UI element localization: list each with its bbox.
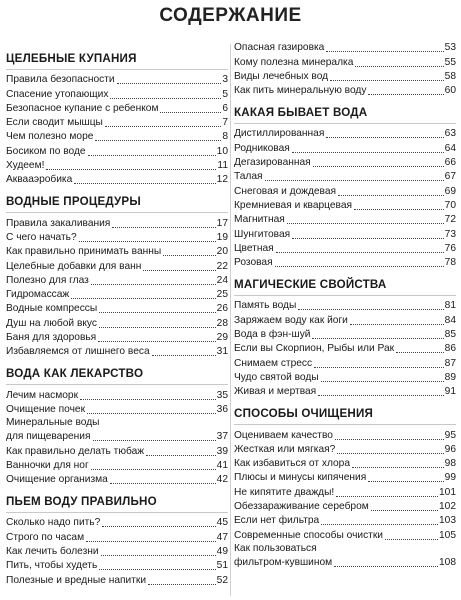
toc-entry-page: 11 bbox=[217, 160, 228, 172]
toc-entry-label: Оцениваем качество bbox=[234, 429, 333, 441]
toc-entry-page: 3 bbox=[222, 74, 228, 86]
toc-entry-page: 102 bbox=[439, 501, 456, 513]
toc-entry-page: 73 bbox=[444, 228, 456, 240]
toc-entry-page: 72 bbox=[444, 214, 456, 226]
toc-entry[interactable] bbox=[234, 242, 456, 256]
toc-entry[interactable] bbox=[6, 216, 228, 230]
dot-leader bbox=[74, 183, 215, 184]
dot-leader bbox=[314, 367, 444, 368]
toc-entry[interactable] bbox=[234, 443, 456, 457]
dot-leader bbox=[318, 395, 443, 396]
toc-entry-label: Живая и мертвая bbox=[234, 386, 317, 398]
dot-leader bbox=[368, 94, 443, 95]
toc-section bbox=[6, 194, 228, 359]
dot-leader bbox=[292, 238, 443, 239]
dot-leader bbox=[321, 524, 438, 525]
dot-leader bbox=[338, 195, 444, 196]
toc-entry[interactable] bbox=[234, 313, 456, 327]
toc-section bbox=[6, 366, 228, 487]
toc-entry-page: 99 bbox=[444, 472, 456, 484]
toc-entry-label: Жесткая или мягкая? bbox=[234, 443, 336, 455]
section-title: СПОСОБЫ ОЧИЩЕНИЯ bbox=[234, 407, 374, 421]
dot-leader bbox=[93, 440, 216, 441]
toc-entry-page: 10 bbox=[216, 145, 228, 157]
toc-entry[interactable] bbox=[234, 127, 456, 141]
dot-leader bbox=[87, 413, 216, 414]
toc-entry-label: Спасение утопающих bbox=[6, 88, 109, 100]
section-rule bbox=[234, 123, 456, 124]
toc-entry[interactable] bbox=[6, 430, 228, 444]
dot-leader bbox=[298, 309, 443, 310]
toc-entry-page: 52 bbox=[216, 574, 228, 586]
toc-entry-label: Опасная газировка bbox=[234, 42, 325, 54]
toc-entry-page: 5 bbox=[222, 88, 228, 100]
toc-entry[interactable] bbox=[234, 328, 456, 342]
toc-entry[interactable] bbox=[6, 459, 228, 473]
toc-entry[interactable] bbox=[234, 256, 456, 270]
toc-entry[interactable] bbox=[234, 528, 456, 542]
toc-entry-label: Дегазированная bbox=[234, 157, 311, 169]
section-title: ВОДА КАК ЛЕКАРСТВО bbox=[6, 367, 144, 381]
toc-entry-label: Снеговая и дождевая bbox=[234, 185, 337, 197]
toc-entry-label: Пить, чтобы худеть bbox=[6, 560, 98, 572]
toc-entry-label: Если сводит мышцы bbox=[6, 117, 103, 129]
dot-leader bbox=[396, 352, 444, 353]
toc-entry-page: 64 bbox=[444, 142, 456, 154]
toc-entry-label: Как пить минеральную воду bbox=[234, 85, 367, 97]
toc-entry[interactable] bbox=[234, 156, 456, 170]
dot-leader bbox=[110, 98, 221, 99]
dot-leader bbox=[371, 510, 438, 511]
toc-entry[interactable] bbox=[6, 274, 228, 288]
toc-section bbox=[234, 277, 456, 399]
dot-leader bbox=[354, 209, 444, 210]
dot-leader bbox=[146, 455, 216, 456]
toc-entry-page: 31 bbox=[216, 346, 228, 358]
toc-entry-label: Виды лечебных вод bbox=[234, 70, 329, 82]
toc-entry-label: Если нет фильтра bbox=[234, 515, 320, 527]
toc-entry-label: Аквааэробика bbox=[6, 174, 73, 186]
toc-entry-page: 29 bbox=[216, 332, 228, 344]
toc-entry-page: 6 bbox=[222, 102, 228, 114]
column-divider bbox=[230, 44, 231, 596]
left-column bbox=[6, 44, 228, 588]
dot-leader bbox=[99, 569, 215, 570]
toc-entry-page: 103 bbox=[439, 515, 456, 527]
toc-entry-page: 39 bbox=[216, 445, 228, 457]
dot-leader bbox=[86, 541, 216, 542]
toc-section bbox=[6, 494, 228, 587]
toc-entry-label: С чего начать? bbox=[6, 231, 77, 243]
toc-section bbox=[234, 105, 456, 270]
dot-leader bbox=[99, 312, 215, 313]
toc-entry-label: Кремниевая и кварцевая bbox=[234, 199, 353, 211]
toc-entry-label: Худеем! bbox=[6, 160, 45, 172]
toc-entry[interactable] bbox=[234, 471, 456, 485]
section-title: КАКАЯ БЫВАЕТ ВОДА bbox=[234, 106, 368, 120]
section-title: МАГИЧЕСКИЕ СВОЙСТВА bbox=[234, 278, 387, 292]
toc-entry-page: 12 bbox=[216, 174, 228, 186]
toc-entry-page: 55 bbox=[444, 56, 456, 68]
toc-entry-label: Магнитная bbox=[234, 214, 285, 226]
toc-entry-label: Память воды bbox=[234, 300, 297, 312]
dot-leader bbox=[71, 298, 215, 299]
toc-entry[interactable] bbox=[6, 116, 228, 130]
toc-entry-label: Полезно для глаз bbox=[6, 274, 89, 286]
toc-entry-page: 85 bbox=[444, 329, 456, 341]
toc-entry[interactable] bbox=[6, 417, 228, 430]
toc-entry-page: 66 bbox=[444, 157, 456, 169]
toc-entry-label: Дистиллированная bbox=[234, 128, 325, 140]
toc-entry-label: Как избавиться от хлора bbox=[234, 458, 351, 470]
toc-entry-page: 96 bbox=[444, 443, 456, 455]
toc-entry-page: 22 bbox=[216, 260, 228, 272]
toc-entry-page: 47 bbox=[216, 531, 228, 543]
dot-leader bbox=[312, 338, 443, 339]
toc-entry-page: 7 bbox=[222, 117, 228, 129]
toc-entry[interactable] bbox=[234, 84, 456, 98]
section-rule bbox=[6, 69, 228, 70]
dot-leader bbox=[99, 327, 216, 328]
toc-entry-page: 69 bbox=[444, 185, 456, 197]
toc-entry[interactable] bbox=[6, 316, 228, 330]
dot-leader bbox=[112, 227, 215, 228]
dot-leader bbox=[152, 355, 216, 356]
dot-leader bbox=[91, 284, 216, 285]
toc-entry[interactable] bbox=[6, 231, 228, 245]
toc-entry-page: 108 bbox=[439, 556, 456, 568]
toc-entry-label: Заряжаем воду как йоги bbox=[234, 314, 348, 326]
dot-leader bbox=[163, 255, 215, 256]
dot-leader bbox=[350, 324, 444, 325]
toc-entry[interactable] bbox=[234, 227, 456, 241]
toc-entry[interactable] bbox=[6, 259, 228, 273]
dot-leader bbox=[335, 439, 444, 440]
dot-leader bbox=[105, 126, 221, 127]
toc-entry-page: 70 bbox=[444, 199, 456, 211]
toc-entry-label: Правила закаливания bbox=[6, 217, 111, 229]
toc-entry-label: Очищение почек bbox=[6, 403, 86, 415]
toc-entry-page: 42 bbox=[216, 474, 228, 486]
toc-entry-label: Талая bbox=[234, 171, 263, 183]
toc-entry-page: 101 bbox=[439, 486, 456, 498]
toc-entry-label: Родниковая bbox=[234, 142, 290, 154]
toc-entry[interactable] bbox=[234, 342, 456, 356]
right-column bbox=[234, 44, 456, 570]
toc-entry[interactable] bbox=[234, 41, 456, 55]
toc-entry[interactable] bbox=[6, 403, 228, 417]
toc-entry[interactable] bbox=[6, 302, 228, 316]
toc-entry-label: фильтром-кувшином bbox=[234, 556, 333, 568]
toc-entry-label: Водные компрессы bbox=[6, 303, 98, 315]
toc-entry[interactable] bbox=[234, 170, 456, 184]
toc-entry[interactable] bbox=[234, 457, 456, 471]
toc-entry[interactable] bbox=[6, 173, 228, 187]
dot-leader bbox=[148, 584, 216, 585]
dot-leader bbox=[330, 80, 444, 81]
toc-entry[interactable] bbox=[6, 444, 228, 458]
toc-entry-label: Вода в фэн-шуй bbox=[234, 329, 311, 341]
toc-entry-label: Не кипятите дважды! bbox=[234, 486, 335, 498]
page-title: СОДЕРЖАНИЕ bbox=[159, 5, 302, 26]
toc-entry[interactable] bbox=[234, 514, 456, 528]
dot-leader bbox=[160, 112, 221, 113]
section-rule bbox=[234, 424, 456, 425]
toc-entry-page: 87 bbox=[444, 357, 456, 369]
dot-leader bbox=[275, 266, 444, 267]
toc-entry-label: Шунгитовая bbox=[234, 228, 291, 240]
toc-entry-label: Как пользоваться bbox=[234, 542, 317, 554]
toc-entry-label: Душ на любой вкус bbox=[6, 317, 98, 329]
toc-entry-label: Чем полезно море bbox=[6, 131, 94, 143]
toc-entry-page: 98 bbox=[444, 458, 456, 470]
toc-entry-page: 91 bbox=[444, 386, 456, 398]
toc-entry[interactable] bbox=[234, 141, 456, 155]
toc-entry-label: Цветная bbox=[234, 242, 274, 254]
toc-entry-page: 19 bbox=[216, 231, 228, 243]
toc-entry-label: Кому полезна минералка bbox=[234, 56, 354, 68]
toc-entry-page: 89 bbox=[444, 371, 456, 383]
dot-leader bbox=[313, 166, 444, 167]
toc-entry-label: Строго по часам bbox=[6, 531, 85, 543]
dot-leader bbox=[334, 566, 438, 567]
toc-entry-page: 17 bbox=[216, 217, 228, 229]
toc-entry-label: Баня для здоровья bbox=[6, 332, 97, 344]
toc-entry-page: 20 bbox=[216, 246, 228, 258]
toc-entry[interactable] bbox=[234, 371, 456, 385]
section-title: ЦЕЛЕБНЫЕ КУПАНИЯ bbox=[6, 52, 137, 65]
toc-entry-label: Правила безопасности bbox=[6, 74, 115, 86]
toc-entry[interactable] bbox=[6, 331, 228, 345]
section-rule bbox=[6, 512, 228, 513]
toc-entry-page: 49 bbox=[216, 546, 228, 558]
dot-leader bbox=[80, 399, 216, 400]
toc-section bbox=[234, 406, 456, 570]
toc-entry-label: Очищение организма bbox=[6, 474, 108, 486]
toc-entry[interactable] bbox=[6, 388, 228, 402]
dot-leader bbox=[355, 66, 443, 67]
toc-entry-page: 105 bbox=[439, 529, 456, 541]
toc-entry[interactable] bbox=[6, 102, 228, 116]
toc-entry[interactable] bbox=[234, 500, 456, 514]
toc-entry-label: Как правильно принимать ванны bbox=[6, 246, 162, 258]
toc-entry-page: 63 bbox=[444, 128, 456, 140]
dot-leader bbox=[79, 241, 216, 242]
toc-entry-page: 60 bbox=[444, 85, 456, 97]
toc-entry-page: 45 bbox=[216, 517, 228, 529]
dot-leader bbox=[336, 496, 438, 497]
toc-entry[interactable] bbox=[6, 345, 228, 359]
dot-leader bbox=[292, 152, 444, 153]
toc-entry-page: 24 bbox=[216, 274, 228, 286]
toc-entry-page: 26 bbox=[216, 303, 228, 315]
toc-entry[interactable] bbox=[234, 70, 456, 84]
toc-entry[interactable] bbox=[6, 530, 228, 544]
toc-entry[interactable] bbox=[234, 213, 456, 227]
toc-entry-label: Современные способы очистки bbox=[234, 529, 383, 541]
toc-entry[interactable] bbox=[234, 485, 456, 499]
toc-entry[interactable] bbox=[6, 516, 228, 530]
dot-leader bbox=[368, 481, 443, 482]
toc-entry-page: 51 bbox=[216, 560, 228, 572]
toc-entry[interactable] bbox=[6, 559, 228, 573]
toc-entry-page: 53 bbox=[444, 42, 456, 54]
toc-entry-page: 36 bbox=[216, 403, 228, 415]
section-title: ВОДНЫЕ ПРОЦЕДУРЫ bbox=[6, 195, 141, 209]
toc-entry-page: 84 bbox=[444, 314, 456, 326]
toc-entry[interactable] bbox=[6, 144, 228, 158]
toc-section bbox=[6, 51, 228, 187]
toc-entry[interactable] bbox=[234, 184, 456, 198]
dot-leader bbox=[337, 453, 443, 454]
toc-entry-label: Минеральные воды bbox=[6, 416, 100, 428]
toc-entry-page: 37 bbox=[216, 431, 228, 443]
toc-entry-label: Ванночки для ног bbox=[6, 459, 89, 471]
toc-entry-page: 86 bbox=[444, 343, 456, 355]
toc-entry-page: 28 bbox=[216, 317, 228, 329]
section-rule bbox=[6, 384, 228, 385]
toc-entry-page: 76 bbox=[444, 242, 456, 254]
toc-entry-label: Как лечить болезни bbox=[6, 546, 99, 558]
dot-leader bbox=[98, 341, 215, 342]
toc-entry-page: 95 bbox=[444, 429, 456, 441]
dot-leader bbox=[326, 51, 443, 52]
dot-leader bbox=[276, 252, 444, 253]
toc-entry[interactable] bbox=[6, 288, 228, 302]
toc-entry-page: 58 bbox=[444, 70, 456, 82]
dot-leader bbox=[326, 137, 443, 138]
toc-entry[interactable] bbox=[6, 130, 228, 144]
toc-entry-label: для пищеварения bbox=[6, 431, 91, 443]
toc-entry[interactable] bbox=[234, 556, 456, 570]
dot-leader bbox=[287, 223, 444, 224]
dot-leader bbox=[143, 270, 215, 271]
toc-entry[interactable] bbox=[6, 473, 228, 487]
toc-entry-label: Сколько надо пить? bbox=[6, 517, 101, 529]
toc-entry-label: Босиком по воде bbox=[6, 145, 86, 157]
toc-entry[interactable] bbox=[6, 245, 228, 259]
toc-entry[interactable] bbox=[6, 159, 228, 173]
toc-entry[interactable] bbox=[234, 385, 456, 399]
toc-entry[interactable] bbox=[234, 199, 456, 213]
dot-leader bbox=[321, 381, 444, 382]
toc-entry[interactable] bbox=[6, 87, 228, 101]
toc-entry-label: Лечим насморк bbox=[6, 389, 79, 401]
toc-entry[interactable] bbox=[6, 73, 228, 87]
toc-entry-label: Чудо святой воды bbox=[234, 371, 319, 383]
dot-leader bbox=[117, 83, 222, 84]
toc-entry-label: Гидромассаж bbox=[6, 289, 70, 301]
toc-entry-label: Целебные добавки для ванн bbox=[6, 260, 142, 272]
toc-entry-label: Избавляемся от лишнего веса bbox=[6, 346, 150, 358]
toc-entry-label: Плюсы и минусы кипячения bbox=[234, 472, 367, 484]
dot-leader bbox=[110, 483, 216, 484]
toc-entry-label: Как правильно делать тюбаж bbox=[6, 445, 145, 457]
toc-entry-page: 78 bbox=[444, 257, 456, 269]
toc-entry-label: Полезные и вредные напитки bbox=[6, 574, 147, 586]
toc-entry[interactable] bbox=[234, 428, 456, 442]
toc-entry[interactable] bbox=[6, 573, 228, 587]
toc-entry-page: 81 bbox=[444, 300, 456, 312]
dot-leader bbox=[88, 155, 216, 156]
toc-entry-page: 8 bbox=[222, 131, 228, 143]
toc-entry-label: Безопасное купание с ребенком bbox=[6, 102, 159, 114]
section-title: ПЬЕМ ВОДУ ПРАВИЛЬНО bbox=[6, 495, 157, 509]
dot-leader bbox=[385, 539, 438, 540]
toc-entry[interactable] bbox=[234, 55, 456, 69]
toc-entry-label: Обеззараживание серебром bbox=[234, 501, 369, 513]
toc-entry-label: Если вы Скорпион, Рыбы или Рак bbox=[234, 343, 395, 355]
toc-entry[interactable] bbox=[234, 299, 456, 313]
toc-entry-page: 41 bbox=[216, 459, 228, 471]
dot-leader bbox=[46, 169, 216, 170]
section-rule bbox=[6, 212, 228, 213]
dot-leader bbox=[352, 467, 444, 468]
dot-leader bbox=[265, 180, 444, 181]
toc-entry-page: 35 bbox=[216, 389, 228, 401]
dot-leader bbox=[91, 469, 216, 470]
toc-entry-page: 67 bbox=[444, 171, 456, 183]
toc-entry[interactable] bbox=[234, 356, 456, 370]
toc-entry[interactable] bbox=[234, 543, 456, 556]
section-rule bbox=[234, 295, 456, 296]
dot-leader bbox=[102, 526, 215, 527]
toc-entry-label: Снимаем стресс bbox=[234, 357, 313, 369]
dot-leader bbox=[95, 140, 221, 141]
toc-entry-page: 25 bbox=[216, 289, 228, 301]
dot-leader bbox=[101, 555, 216, 556]
toc-entry[interactable] bbox=[6, 545, 228, 559]
toc-entry-label: Розовая bbox=[234, 257, 273, 269]
